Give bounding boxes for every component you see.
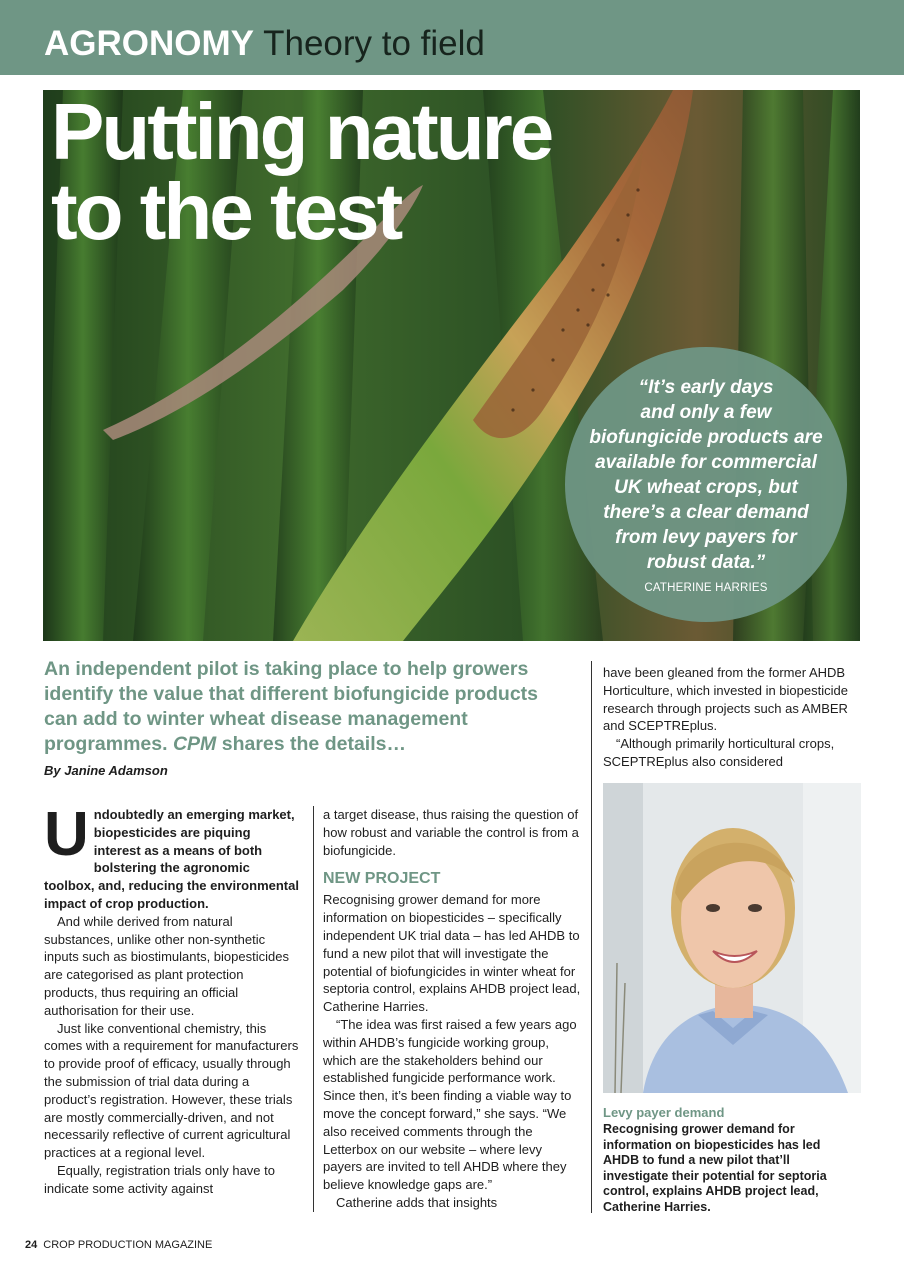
pull-quote-attribution: CATHERINE HARRIES: [644, 582, 768, 594]
section-header-bar: [0, 0, 904, 75]
pull-quote: [565, 347, 847, 622]
pull-quote-line: there’s a clear demand: [603, 502, 809, 523]
headline: [51, 90, 552, 256]
pull-quote-line: biofungicide products are: [589, 427, 823, 448]
page-number: 24: [25, 1239, 38, 1251]
body-column-2: [323, 806, 581, 1212]
body-paragraph: Just like conventional chemistry, this comes with a requirement for manufacturers to provide proof of efficacy, usually through the submission of trial data during a product’s registration. However, these trials are mostly commercially-driven, and not necessarily reflective of current agricultural practices at a regional level.: [44, 1020, 299, 1161]
section-label: AGRONOMY: [44, 24, 254, 63]
byline: By Janine Adamson: [44, 763, 168, 778]
lead-text: ndoubtedly an emerging market, biopesticides are piquing interest as a means of both bolstering the agronomic toolbox, and, reducing the environmental impact of crop production.: [44, 807, 299, 911]
pull-quote-line: and only a few: [640, 402, 772, 423]
lead-paragraph: [44, 800, 300, 913]
portrait-illustration: [603, 783, 861, 1093]
headline-line-1: Putting nature: [51, 90, 552, 176]
body-paragraph: Recognising grower demand for more information on biopesticides – specifically independent UK trial data – has led AHDB to fund a new pilot that will investigate the potential of biofungicides in winter wheat for septoria control, explains AHDB project lead, Catherine Harries.: [323, 892, 581, 1015]
magazine-name: CROP PRODUCTION MAGAZINE: [43, 1239, 213, 1251]
subsection-label: Theory to field: [263, 24, 485, 63]
headline-line-2: to the test: [51, 167, 401, 256]
photo-caption: Recognising grower demand for information on biopesticides has led AHDB to fund a new pilot that’ll investigate their potential for septoria control, explains AHDB project lead, Catherine Harries.: [603, 1122, 827, 1214]
photo-caption-title: Levy payer demand: [603, 1105, 725, 1120]
pull-quote-text: [573, 375, 839, 575]
pull-quote-line: “It’s early days: [638, 377, 774, 398]
body-paragraph: have been gleaned from the former AHDB Horticulture, which invested in biopesticide research through projects such as AMBER and SCEPTREplus.: [603, 665, 848, 734]
pull-quote-line: UK wheat crops, but: [614, 477, 798, 498]
column-divider: [313, 806, 314, 1212]
standfirst-text: An independent pilot is taking place to help growers identify the value that different biofungicide products can add to winter wheat disease management programmes.: [44, 658, 539, 755]
standfirst-end: shares the details…: [216, 733, 406, 755]
pull-quote-line: from levy payers for: [615, 527, 797, 548]
body-paragraph: And while derived from natural substances, unlike other non-synthetic inputs such as biostimulants, biopesticides are categorised as plant protection products, thus requiring an official authorisation for their use.: [44, 913, 289, 1018]
body-paragraph: “The idea was first raised a few years ago within AHDB’s fungicide working group, which are the stakeholders behind our established fungicide performance work. Since then, it’s been finding a viable way to move the concept forward,” she says. “We also received comments through the Letterbox on our website – where levy payers are invited to tell AHDB where they believe knowledge gaps are.”: [323, 1016, 577, 1193]
body-paragraph: a target disease, thus raising the question of how robust and variable the control is from a biofungicide.: [323, 807, 579, 858]
page-footer: [25, 1239, 212, 1251]
pull-quote-line: available for commercial: [595, 452, 817, 473]
body-paragraph: Catherine adds that insights: [336, 1194, 498, 1210]
body-column-3: [603, 664, 861, 771]
body-paragraph: Equally, registration trials only have to indicate some activity against: [44, 1162, 275, 1196]
body-column-1: [44, 800, 300, 1198]
drop-cap: U: [44, 800, 89, 869]
section-title: [44, 20, 485, 68]
body-paragraph: “Although primarily horticultural crops, SCEPTREplus also considered: [603, 736, 835, 769]
column-divider: [591, 661, 592, 1213]
portrait-photo: [603, 783, 861, 1093]
magazine-abbreviation: CPM: [172, 733, 217, 755]
subheading: NEW PROJECT: [323, 870, 441, 888]
standfirst: [44, 657, 574, 757]
pull-quote-line: robust data.”: [646, 552, 766, 573]
